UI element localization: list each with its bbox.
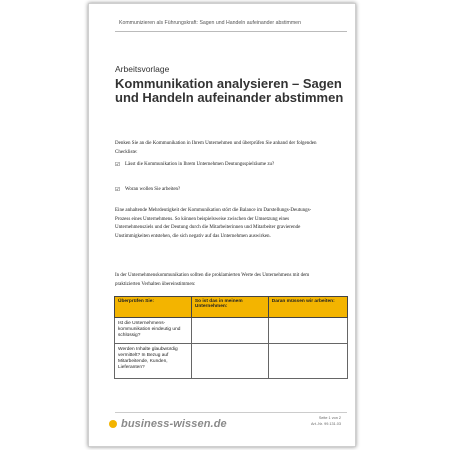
checklist-item-text: Woran wollen Sie arbeiten?	[125, 187, 181, 192]
article-number: Art.-Nr. 99.131.03	[311, 422, 341, 426]
footer-divider	[115, 412, 347, 413]
table-header-cell: So ist das in meinem Unternehmen:	[191, 297, 268, 318]
table-header-cell: Daran müssen wir arbeiten:	[268, 297, 347, 318]
body-paragraph: In der Unternehmenskommunikation sollten die proklamierten Werte des Unternehmens mit dem praktizierten Verhalten übereinstimmen:	[115, 273, 310, 287]
body-paragraph: Eine anhaltende Mehrdeutigkeit der Kommunikation stört die Balance im Darstellungs-Deutungs-Prozess eines Unternehmens. So können beispielsweise zwischen der Umsetzung eines Unternehmensziels und der Deutung durch die Mitarbeiterinnen und Mitarbeiter gravierende Unstimmigkeiten entstehen, die sich negativ auf das Unternehmen auswirken.	[115, 208, 312, 240]
table-header-cell: Überprüfen Sie:	[115, 297, 192, 318]
running-header: Kommunizieren als Führungskraft: Sagen und Handeln aufeinander abstimmen	[119, 20, 301, 26]
page-info	[311, 415, 341, 427]
table-input-cell[interactable]	[191, 344, 268, 379]
table-cell: Ist die Unternehmens-kommunikation eindeutig und schlüssig?	[115, 318, 192, 344]
table-row	[115, 318, 348, 344]
checklist-item	[115, 161, 327, 170]
checklist-item-text: Lässt die Kommunikation in Ihrem Unternehmen Deutungsspielräume zu?	[125, 162, 275, 167]
worksheet-table	[114, 296, 348, 379]
page-number: Seite 1 von 2	[318, 416, 341, 420]
checklist-item	[115, 186, 327, 195]
document-title: Kommunikation analysieren – Sagen und Handeln aufeinander abstimmen	[115, 76, 344, 105]
table-input-cell[interactable]	[191, 318, 268, 344]
document-type: Arbeitsvorlage	[115, 64, 170, 74]
logo-text: business-wissen.de	[121, 418, 227, 430]
table-cell: Werden Inhalte glaubwürdig vermittelt? In Bezug auf Mitarbeitende, Kunden, Lieferanten?	[115, 344, 192, 379]
header-divider	[115, 31, 347, 32]
table-header-row	[115, 297, 348, 318]
logo-dot-icon	[109, 420, 117, 428]
intro-paragraph: Denken Sie an die Kommunikation in Ihrem Unternehmen und überprüfen Sie anhand der folgenden Checkliste:	[115, 141, 317, 155]
brand-logo	[109, 418, 227, 430]
table-input-cell[interactable]	[268, 344, 347, 379]
document-page	[88, 3, 356, 447]
checkbox-icon: ☑	[115, 187, 120, 193]
checkbox-icon: ☑	[115, 162, 120, 168]
table-input-cell[interactable]	[268, 318, 347, 344]
table-row	[115, 344, 348, 379]
